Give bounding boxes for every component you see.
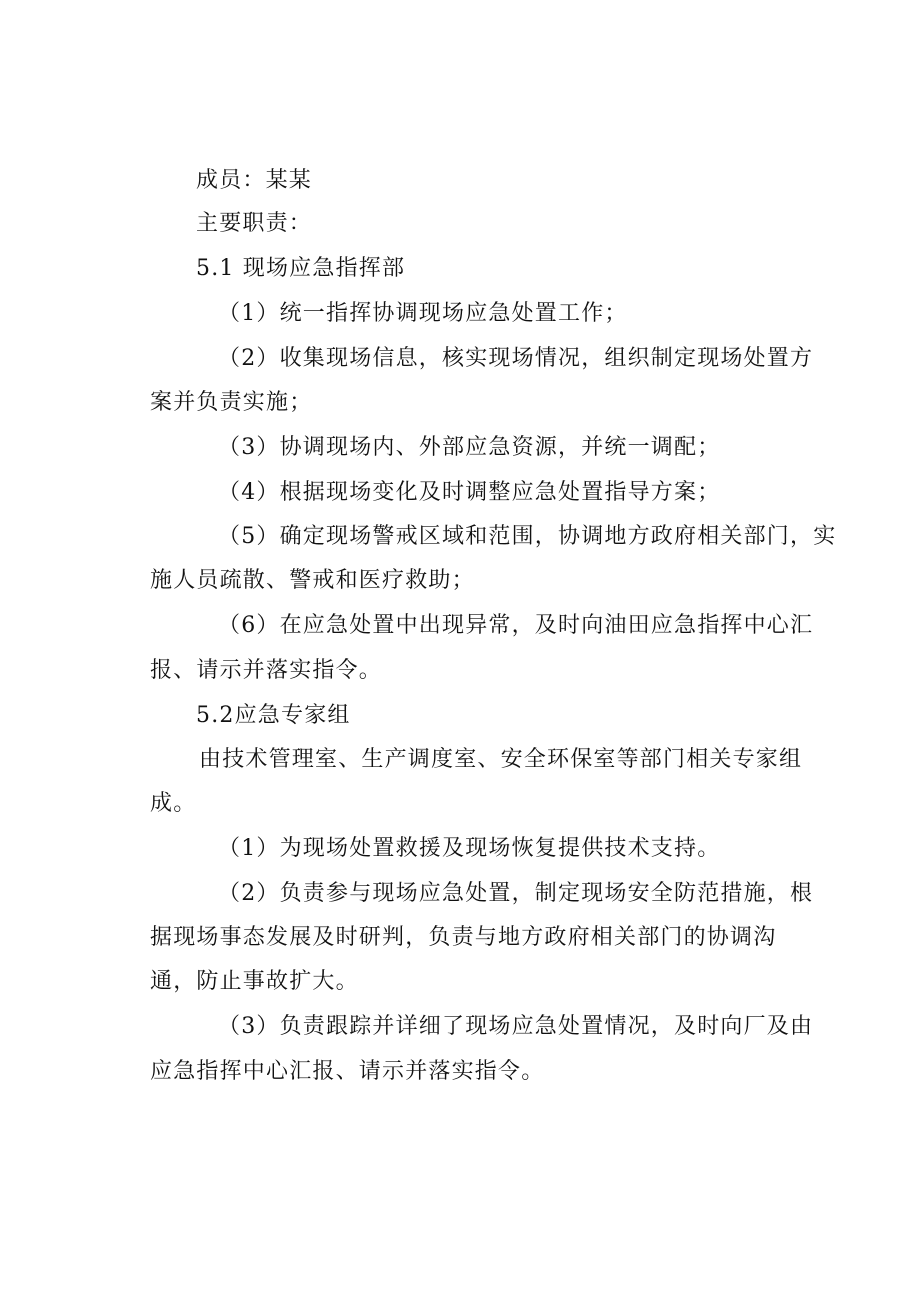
paragraph-line: （2）负责参与现场应急处置，制定现场安全防范措施，根 xyxy=(218,881,814,906)
paragraph-line: 应急指挥中心汇报、请示并落实指令。 xyxy=(150,1059,545,1084)
paragraph-line: 施人员疏散、警戒和医疗救助； xyxy=(150,568,475,593)
paragraph-line: 成。 xyxy=(150,791,197,816)
section-5-2-heading: 5.2应急专家组 xyxy=(196,703,351,728)
paragraph-line: 通，防止事故扩大。 xyxy=(150,969,359,994)
member-line: 成员：某某 xyxy=(196,168,313,193)
paragraph-line: （2）收集现场信息，核实现场情况，组织制定现场处置方 xyxy=(218,346,814,371)
paragraph-line: （3）负责跟踪并详细了现场应急处置情况，及时向厂及由 xyxy=(218,1014,814,1039)
paragraph-line: （4）根据现场变化及时调整应急处置指导方案； xyxy=(218,480,721,505)
duties-heading: 主要职责： xyxy=(196,211,313,236)
section-5-1-heading: 5.1 现场应急指挥部 xyxy=(196,256,406,281)
paragraph-line: 案并负责实施； xyxy=(150,390,313,415)
paragraph-line: （3）协调现场内、外部应急资源，并统一调配； xyxy=(218,435,721,460)
paragraph-line: 据现场事态发展及时研判，负责与地方政府相关部门的协调沟 xyxy=(150,925,777,950)
paragraph-line: （5）确定现场警戒区域和范围，协调地方政府相关部门，实 xyxy=(218,524,837,549)
paragraph-line: （6）在应急处置中出现异常，及时向油田应急指挥中心汇 xyxy=(218,613,814,638)
paragraph-line: 报、请示并落实指令。 xyxy=(150,658,383,683)
paragraph-line: 由技术管理室、生产调度室、安全环保室等部门相关专家组 xyxy=(199,747,803,772)
paragraph-line: （1）统一指挥协调现场应急处置工作； xyxy=(218,301,628,326)
paragraph-line: （1）为现场处置救援及现场恢复提供技术支持。 xyxy=(218,836,721,861)
